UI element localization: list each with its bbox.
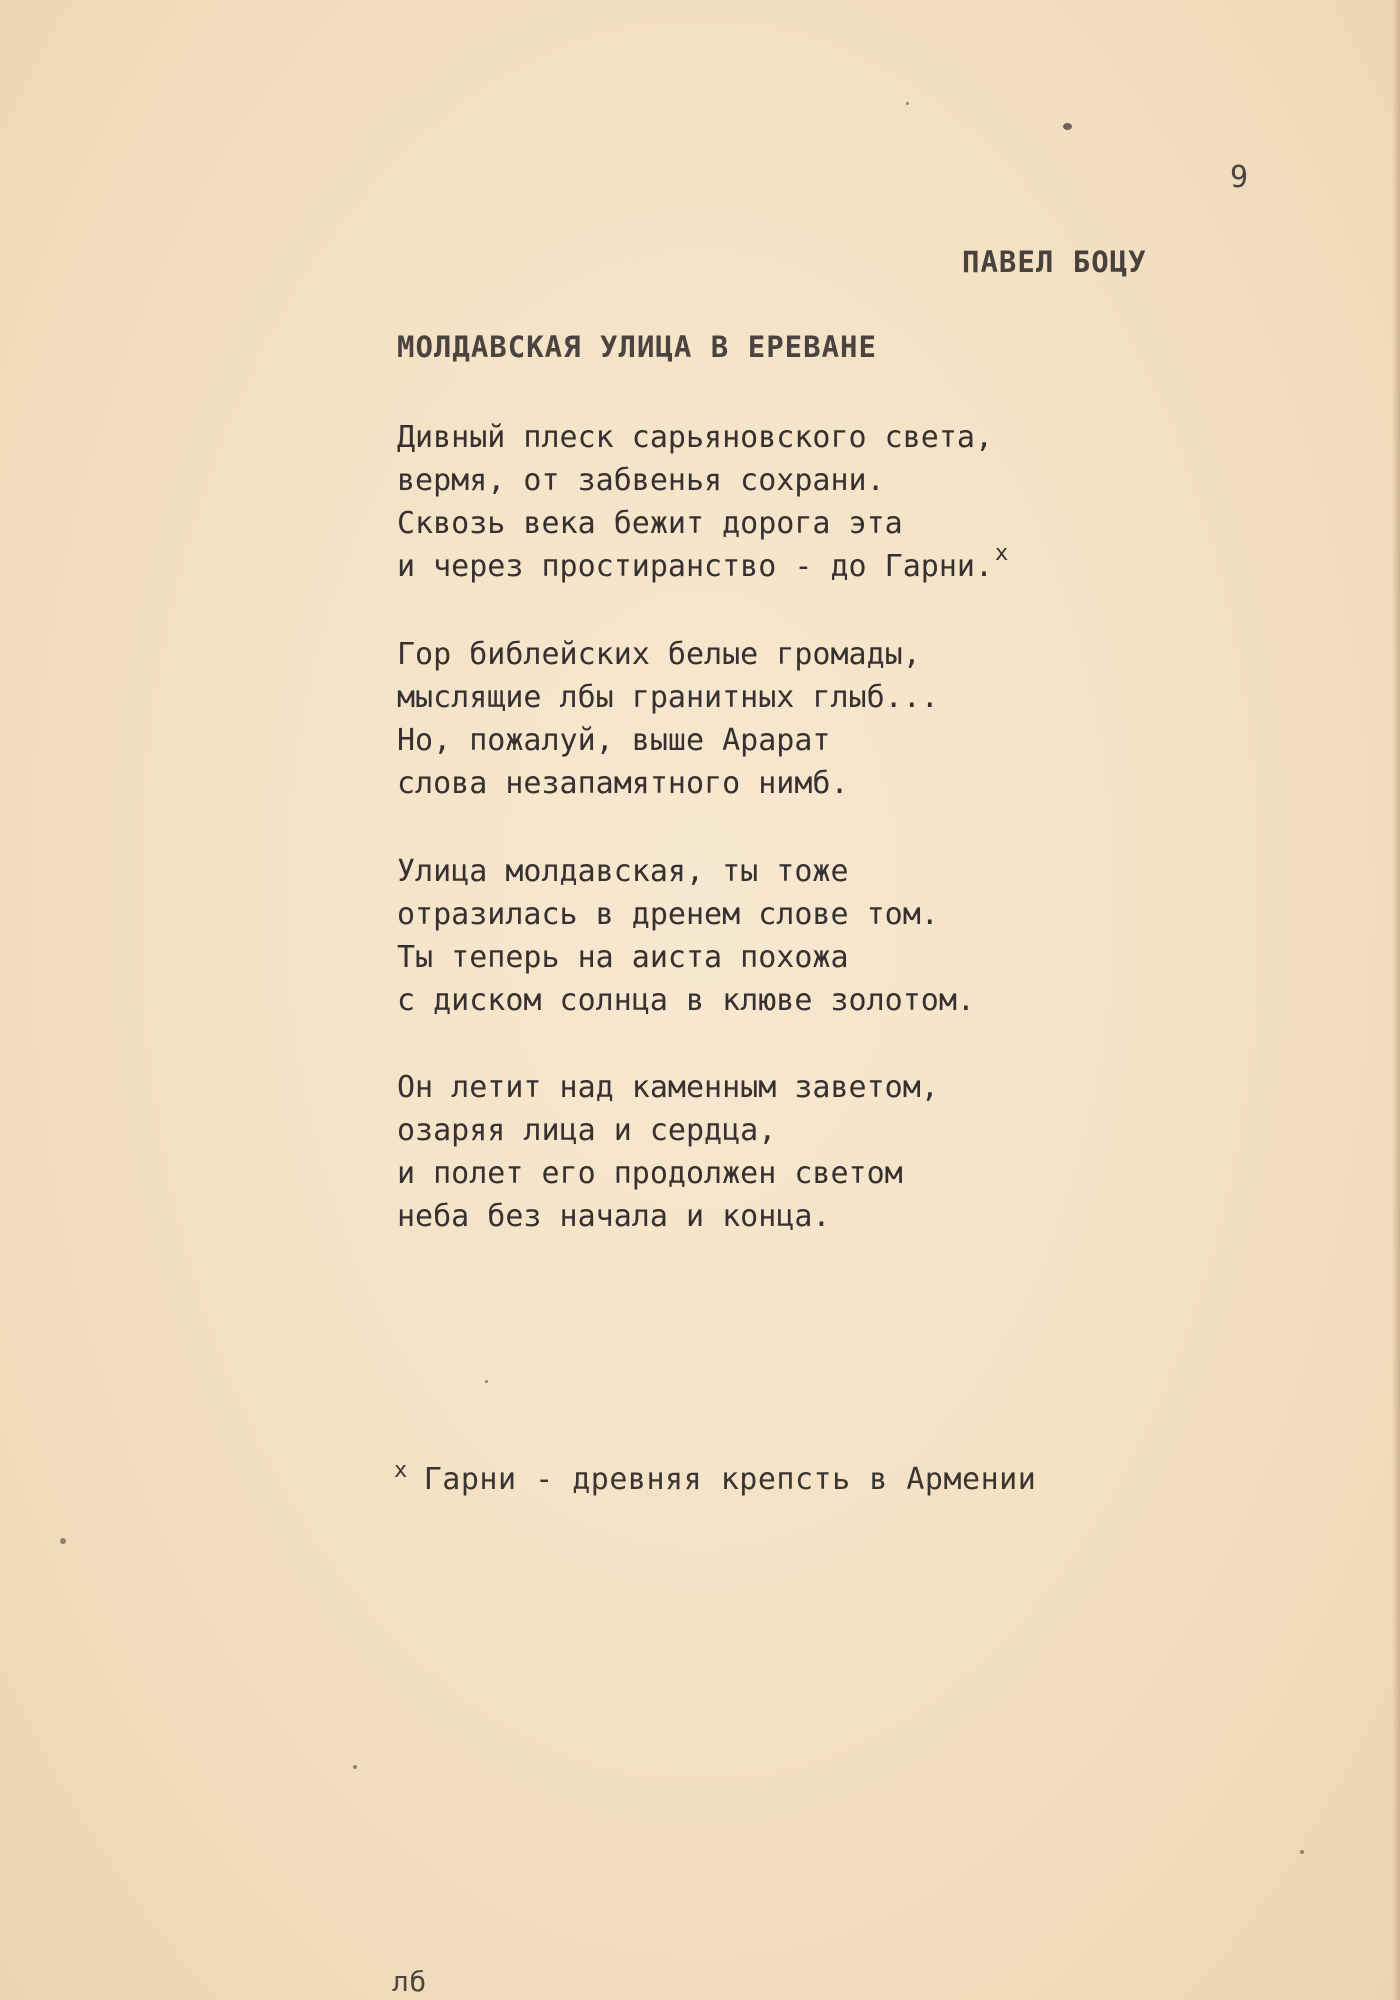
poem-line: Улица молдавская, ты тоже	[397, 854, 849, 889]
poem-line: и полет его продолжен светом	[397, 1156, 903, 1191]
footnote-text: Гарни - древняя крепсть в Армении	[423, 1462, 1037, 1497]
poem-line-with-footnote	[397, 541, 1009, 588]
footnote	[394, 1458, 1037, 1497]
typist-initials: лб	[392, 1965, 427, 1998]
poem-line: слова незапамятного нимб.	[397, 766, 849, 801]
stanza-4	[397, 1066, 939, 1238]
poem-line: Гор библейских белые громады,	[397, 637, 921, 672]
stanza-3	[397, 850, 975, 1022]
poem-line: неба без начала и конца.	[397, 1199, 831, 1234]
poem-line: вермя, от забвенья сохрани.	[397, 463, 885, 498]
stanza-1	[397, 416, 1008, 588]
poem-line: мыслящие лбы гранитных глыб...	[397, 680, 939, 715]
footnote-reference-mark: x	[995, 541, 1009, 566]
ink-speck	[60, 1538, 66, 1544]
poem-line: Дивный плеск сарьяновского света,	[397, 420, 994, 455]
poem-title: МОЛДАВСКАЯ УЛИЦА В ЕРЕВАНЕ	[397, 330, 877, 364]
page-number: 9	[1230, 160, 1249, 195]
poem-line: Но, пожалуй, выше Арарат	[397, 723, 831, 758]
poem-line: с диском солнца в клюве золотом.	[397, 983, 975, 1018]
ink-speck	[353, 1765, 357, 1769]
stanza-2	[397, 633, 939, 805]
poem-line: отразилась в дренем слове том.	[397, 897, 939, 932]
ink-speck	[1063, 123, 1072, 130]
ink-speck	[1300, 1850, 1304, 1854]
author-name: ПАВЕЛ БОЦУ	[962, 245, 1147, 279]
poem-line-text: и через простиранство - до Гарни.	[397, 549, 994, 584]
ink-speck	[485, 1380, 488, 1383]
poem-line: Ты теперь на аиста похожа	[397, 940, 849, 975]
footnote-mark: x	[394, 1458, 408, 1483]
poem-line: Он летит над каменным заветом,	[397, 1070, 939, 1105]
poem-line: Сквозь века бежит дорога эта	[397, 506, 903, 541]
ink-speck	[906, 102, 909, 105]
page-edge-shadow	[1392, 0, 1400, 2000]
poem-line: озаряя лица и сердца,	[397, 1113, 777, 1148]
